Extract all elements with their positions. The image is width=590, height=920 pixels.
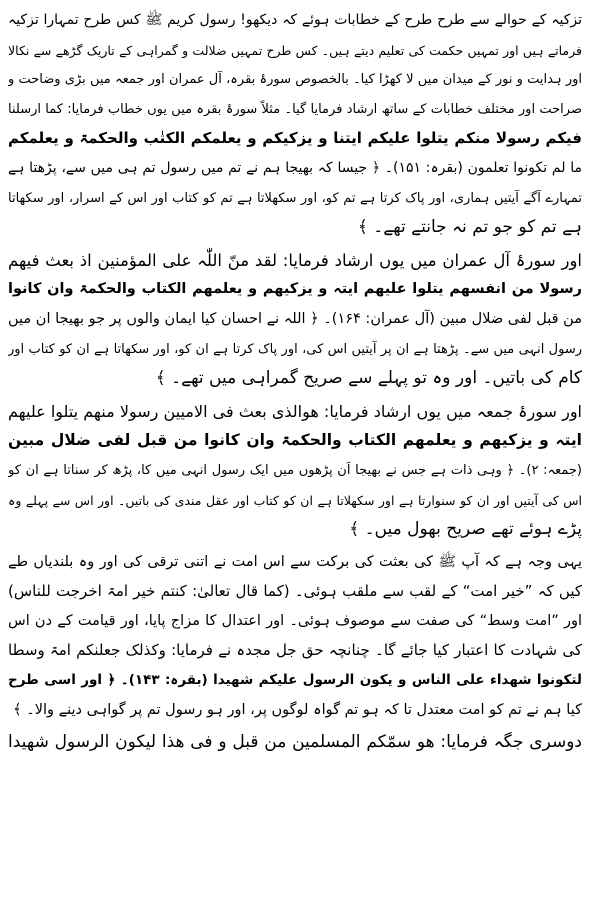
text-line: پڑے ہوئے تھے صریح بھول میں۔ ﴾: [349, 519, 582, 540]
text-line: اور ہدایت و نور کے میدان میں لا کھڑا کیا۔ بالخصوص سورۂ بقرہ، آل عمران اور جمعہ میں بڑی وضاحت و: [8, 72, 582, 88]
text-line: ہے تم کو جو تم نہ جانتے تھے۔ ﴾: [357, 217, 582, 238]
verse-line: رسولا من انفسھم یتلوا علیھم ایتہ و یزکیھم و یعلمھم الکتاب والحکمۃ وان کانوا: [8, 281, 582, 298]
text-line: دوسری جگہ فرمایا: ھو سمّکم المسلمین من قبل و فی ھذا لیکون الرسول شھیدا: [8, 732, 582, 753]
text-line: کیا ہم نے تم کو امت معتدل تا کہ ہو تم گواہ لوگوں پر، اور ہو رسول تم پر گواہی دینے والا۔ ﴾: [13, 701, 582, 718]
verse-line: فیکم رسولا منکم یتلوا علیکم ایتنا و یزکیکم و یعلمکم الکتٰب والحکمۃ و یعلمکم: [8, 129, 582, 148]
verse-line: لتکونوا شھداء علی الناس و یکون الرسول علیکم شھیدا (بقرہ: ۱۴۳)۔ ﴿ اور اسی طرح: [8, 672, 582, 689]
paragraph-closing: [8, 728, 582, 758]
text-line: رسول انہی میں سے۔ پڑھتا ہے ان پر آیتیں اس کی، اور پاک کرتا ہے ان کو، اور سکھاتا ہے ان کو کتاب اور: [8, 341, 582, 357]
paragraph-al-imran: [8, 246, 582, 394]
text-line: کیں کہ ”خیر امت“ کے لقب سے ملقب ہوئی۔ (کما قال تعالیٰ: کنتم خیر امۃ اخرجت للناس): [8, 582, 582, 601]
text-line: اس کی آیتیں اور ان کو سنوارتا ہے اور سکھلاتا ہے ان کو کتاب اور عقل مندی کی باتیں۔ اور اس سے پہلے وہ: [8, 492, 582, 508]
text-line: من قبل لفی ضلال مبین (آل عمران: ۱۶۴)۔ ﴿ اللہ نے احسان کیا ایمان والوں پر جو بھیجا ان میں: [8, 310, 582, 327]
text-line: یہی وجہ ہے کہ آپ ﷺ کی بعثت کی برکت سے اس امت نے اتنی ترقی کی اور وہ بلندیاں طے: [8, 553, 582, 570]
text-line: صراحت اور مختلف خطابات کے ساتھ ارشاد فرمایا گیا۔ مثلاً سورۂ بقرہ میں یوں خطاب فرمایا: کما ارسلنا: [8, 101, 582, 117]
text-line: اور سورۂ جمعہ میں یوں ارشاد فرمایا: ھوالذی بعث فی الامیین رسولا منھم یتلوا علیھم: [8, 401, 582, 421]
paragraph-khair-ummat: [8, 548, 582, 726]
text-line: فرماتے ہیں اور تمہیں حکمت کی تعلیم دیتے ہیں۔ کس طرح تمہیں ضلالت و گمراہی کے تاریک گڑھے سے نکالا: [8, 42, 582, 58]
text-line: کام کی باتیں۔ اور وہ تو پہلے سے صریح گمراہی میں تھے۔ ﴾: [155, 368, 582, 389]
text-line: کی شہادت کا اعتبار کیا جائے گا۔ چنانچہ حق جل مجدہ نے فرمایا: وکذلک جعلنکم امۃ وسطا: [8, 641, 582, 660]
paragraph-jumuah: [8, 397, 582, 545]
verse-line: ایتہ و یزکیھم و یعلمھم الکتاب والحکمۃ وان کانوا من قبل لفی ضلال مبین: [8, 431, 582, 450]
text-line: تزکیہ کے حوالے سے طرح طرح کے خطابات ہوئے کہ دیکھو! رسول کریم ﷺ کس طرح تمہارا تزکیہ: [8, 12, 582, 28]
paragraph-tazkiya-intro: [8, 6, 582, 243]
text-line: (جمعہ: ۲)۔ ﴿ وہی ذات ہے جس نے بھیجا اَن پڑھوں میں ایک رسول انہی میں کا، پڑھ کر سناتا ہے ان کو: [8, 462, 582, 478]
text-line: ما لم تکونوا تعلمون (بقرہ: ۱۵۱)۔ ﴿ جیسا کہ بھیجا ہم نے تم میں رسول تم ہی میں سے، پڑھتا ہے: [8, 159, 582, 176]
text-line: اور سورۂ آل عمران میں یوں ارشاد فرمایا: لقد منّ اللّٰہ علی المؤمنین اذ بعث فیھم: [8, 250, 582, 270]
text-line: اور ”امت وسط“ کی صفت سے موصوف ہوئی۔ اور اعتدال کا مزاج پایا، اور قیامت کے دن اس: [8, 612, 582, 629]
text-line: تمہارے آگے آیتیں ہماری، اور پاک کرتا ہے تم کو، اور سکھلاتا ہے تم کو کتاب اور اس کے اسرار، اور سکھاتا: [8, 190, 582, 206]
